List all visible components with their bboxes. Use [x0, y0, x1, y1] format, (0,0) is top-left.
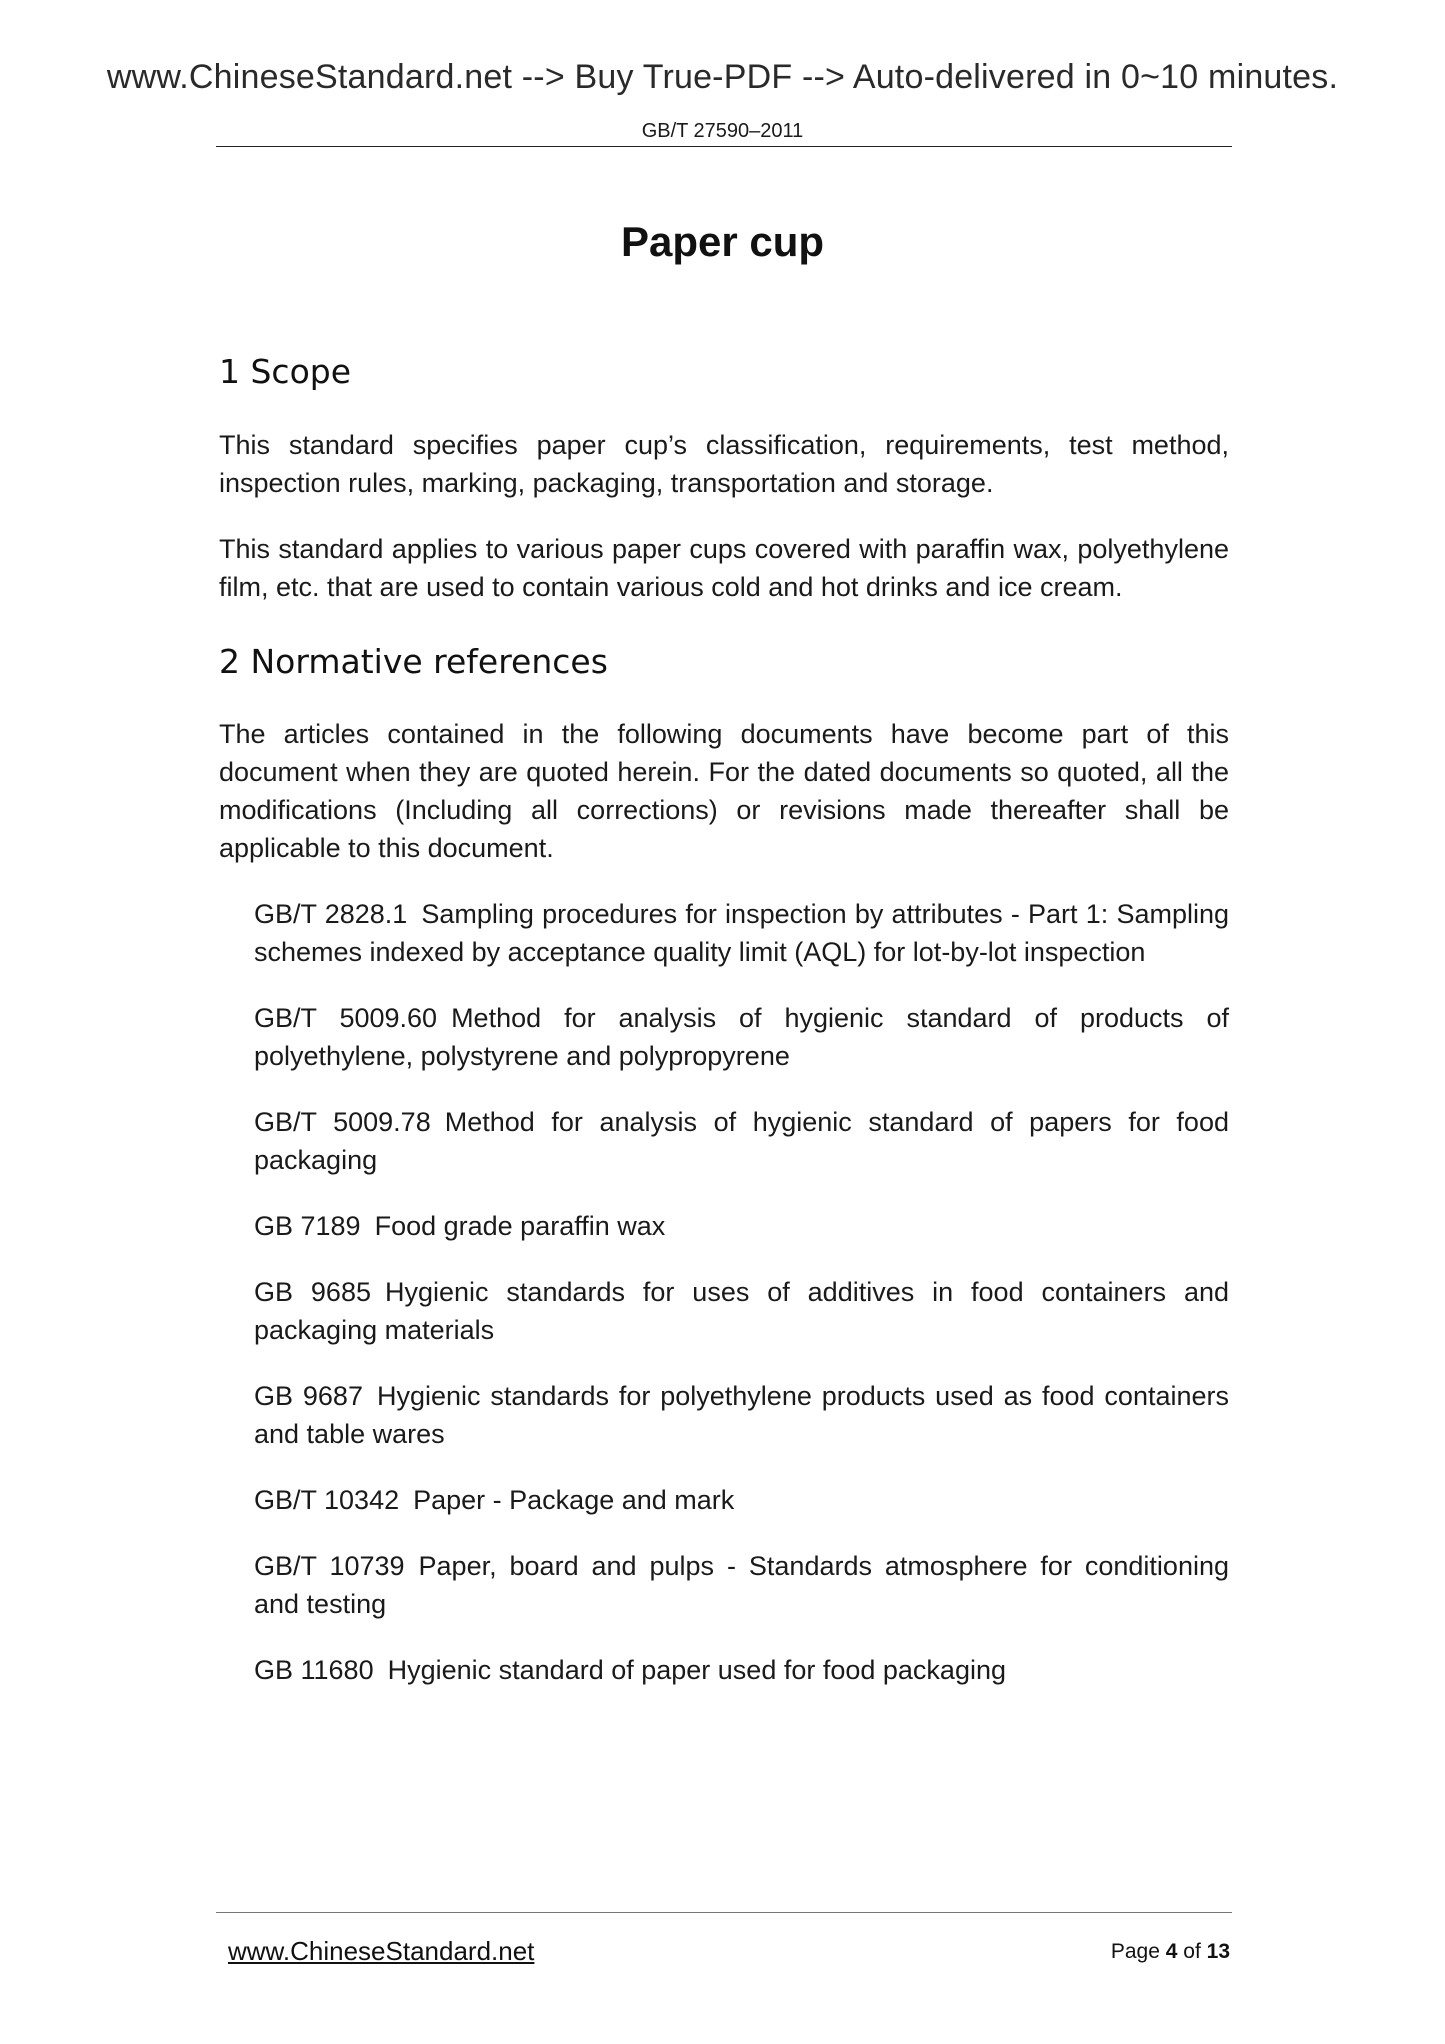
document-body: [219, 352, 1229, 1717]
header-divider: [216, 146, 1232, 147]
footer-website-link[interactable]: www.ChineseStandard.net: [228, 1936, 535, 1966]
page-total: 13: [1206, 1940, 1230, 1963]
reference-title: Method for analysis of hygienic standard of products of polyethylene, polystyrene and polypropyrene: [254, 1003, 1229, 1072]
reference-title: Paper, board and pulps - Standards atmosphere for conditioning and testing: [254, 1551, 1229, 1620]
reference-title: Hygienic standards for uses of additives in food containers and packaging materials: [254, 1277, 1230, 1346]
reference-title: Hygienic standards for polyethylene products used as food containers and table wares: [254, 1381, 1230, 1450]
page-label: Page: [1110, 1940, 1160, 1963]
reference-code: GB 9685: [254, 1277, 371, 1308]
reference-code: GB/T 5009.78: [254, 1107, 431, 1138]
top-banner[interactable]: www.ChineseStandard.net --> Buy True-PDF --> Auto-delivered in 0~10 minutes.: [106, 58, 1339, 96]
section-heading-normative-references: 2 Normative references: [219, 641, 608, 681]
reference-code: GB 9687: [254, 1381, 363, 1412]
reference-item: [254, 1207, 1229, 1245]
scope-paragraph-2: This standard applies to various paper cups covered with paraffin wax, polyethylene film, etc. that are used to contain various cold and hot drinks and ice cream.: [219, 533, 1229, 602]
reference-title: Method for analysis of hygienic standard of papers for food packaging: [254, 1107, 1229, 1176]
reference-code: GB 7189: [254, 1211, 361, 1242]
reference-title: Food grade paraffin wax: [374, 1211, 666, 1242]
reference-code: GB/T 2828.1: [254, 899, 408, 930]
scope-paragraph-1: This standard specifies paper cup’s classification, requirements, test method, inspection rules, marking, packaging, transportation and storage.: [219, 429, 1229, 498]
reference-list: [219, 895, 1229, 1689]
footer-divider: [216, 1912, 1232, 1913]
reference-item: [254, 999, 1229, 1075]
reference-item: [254, 1547, 1229, 1623]
reference-code: GB/T 10739: [254, 1551, 405, 1582]
reference-title: Paper - Package and mark: [413, 1485, 735, 1516]
standard-code: GB/T 27590–2011: [641, 120, 804, 142]
reference-title: Hygienic standard of paper used for food packaging: [387, 1655, 1006, 1686]
reference-item: [254, 1273, 1229, 1349]
page-title: Paper cup: [620, 218, 825, 265]
reference-item: [254, 1651, 1229, 1689]
section-heading-scope: 1 Scope: [219, 352, 352, 391]
reference-item: [254, 895, 1229, 971]
reference-code: GB/T 10342: [254, 1485, 400, 1516]
reference-code: GB/T 5009.60: [254, 1003, 438, 1034]
reference-item: [254, 1481, 1229, 1519]
reference-item: [254, 1377, 1229, 1453]
page-indicator: [1111, 1940, 1230, 1964]
reference-item: [254, 1103, 1229, 1179]
reference-title: Sampling procedures for inspection by attributes - Part 1: Sampling schemes indexed by acceptance quality limit (AQL) for lot-by-lot inspection: [254, 899, 1230, 968]
page-current: 4: [1165, 1940, 1178, 1963]
normative-references-intro: The articles contained in the following documents have become part of this document when they are quoted herein. For the dated documents so quoted, all the modifications (Including all corrections) or revisions made thereafter shall be applicable to this document.: [219, 719, 1229, 864]
page-of: of: [1183, 1940, 1201, 1963]
reference-code: GB 11680: [254, 1655, 374, 1686]
